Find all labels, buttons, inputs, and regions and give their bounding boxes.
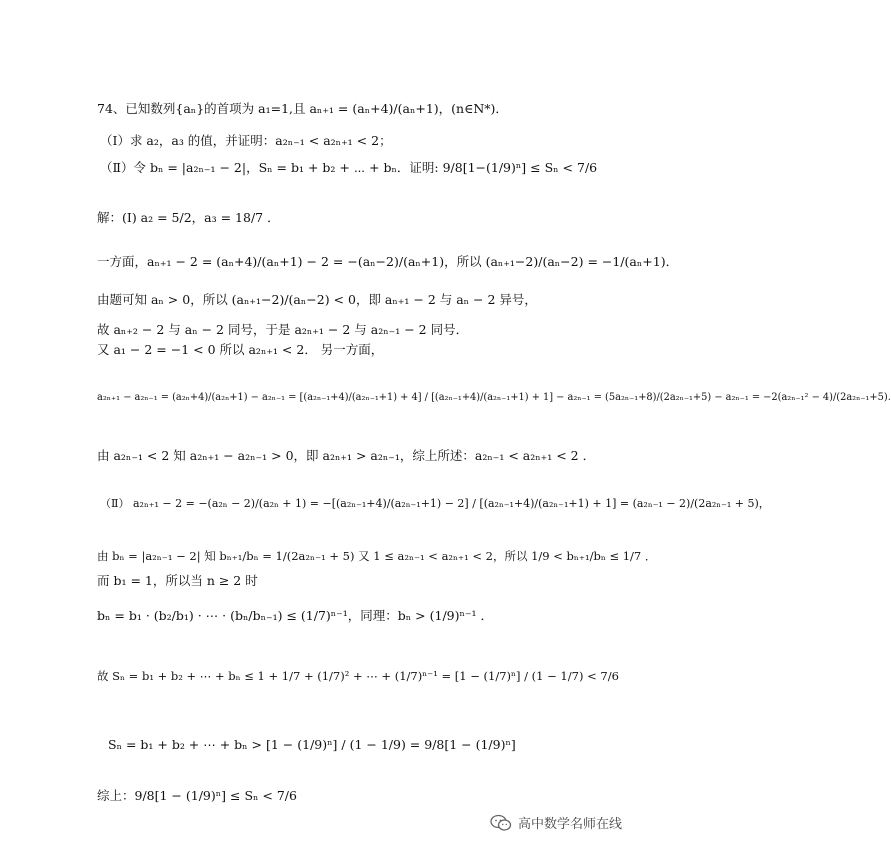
solution-text: 由 bₙ = |a₂ₙ₋₁ − 2| 知 bₙ₊₁/bₙ = 1/(2a₂ₙ₋₁ + 5) 又 1 ≤ a₂ₙ₋₁ < a₂ₙ₊₁ < 2，所以 1/9 < bₙ₊₁/bₙ ≤ 1/7 ． [97,549,657,563]
solution-text: 而 b₁ = 1，所以当 n ≥ 2 时 [97,573,258,588]
solution-line-12 [0,668,640,684]
solution-text: 一方面，aₙ₊₁ − 2 = (aₙ+4)/(aₙ+1) − 2 = −(aₙ−2)/(aₙ+1)，所以 (aₙ₊₁−2)/(aₙ−2) = −1/(aₙ+1)． [97,254,679,269]
watermark-text: 高中数学名师在线 [517,817,622,832]
statement-text: 74、已知数列{aₙ}的首项为 a₁=1,且 aₙ₊₁ = (aₙ+4)/(aₙ+1)，(n∈N*)． [97,101,508,116]
problem-part1 [0,133,640,148]
solution-line-11 [0,608,640,623]
watermark [490,813,622,832]
solution-text: 综上：9/8[1 − (1/9)ⁿ] ≤ Sₙ < 7/6 [97,788,297,803]
solution-line-14 [0,788,640,803]
solution-line-1 [0,210,640,225]
solution-line-6 [0,388,891,405]
solution-text: 又 a₁ − 2 = −1 < 0 所以 a₂ₙ₊₁ < 2． 另一方面， [97,342,384,357]
solution-text: 由 a₂ₙ₋₁ < 2 知 a₂ₙ₊₁ − a₂ₙ₋₁ > 0，即 a₂ₙ₊₁ > a₂ₙ₋₁，综上所述：a₂ₙ₋₁ < a₂ₙ₊₁ < 2 ． [97,448,596,463]
problem-statement [0,101,640,116]
solution-line-5 [0,342,640,357]
solution-text: Sₙ = b₁ + b₂ + ⋯ + bₙ > [1 − (1/9)ⁿ] / (1 − 1/9) = 9/8[1 − (1/9)ⁿ] [108,737,516,752]
solution-line-2 [0,254,679,269]
solution-text: （Ⅱ） a₂ₙ₊₁ − 2 = −(a₂ₙ − 2)/(a₂ₙ + 1) = −[(a₂ₙ₋₁+4)/(a₂ₙ₋₁+1) − 2] / [(a₂ₙ₋₁+4)/(a₂ₙ₋₁+1) + 1] = (a₂ₙ₋₁ − 2)/(2a₂ₙ₋₁ + 5)， [100,497,770,510]
part1-text: （Ⅰ）求 a₂，a₃ 的值，并证明：a₂ₙ₋₁ < a₂ₙ₊₁ < 2； [100,133,392,148]
solution-line-3 [0,292,640,307]
solution-line-7 [0,448,640,463]
solution-text: 由题可知 aₙ > 0，所以 (aₙ₊₁−2)/(aₙ−2) < 0，即 aₙ₊₁ − 2 与 aₙ − 2 异号， [97,292,537,307]
solution-text: a₂ₙ₊₁ − a₂ₙ₋₁ = (a₂ₙ+4)/(a₂ₙ+1) − a₂ₙ₋₁ = [(a₂ₙ₋₁+4)/(a₂ₙ₋₁+1) + 4] / [(a₂ₙ₋₁+4)/(a₂ₙ₋₁+1) + 1] − a₂ₙ₋₁ = (5a₂ₙ₋₁+8)/(2a₂ₙ₋₁+5) − a₂ₙ₋₁ = −2(a₂ₙ₋₁² − 4)/(2a₂ₙ₋₁+5). [97,392,891,403]
wechat-icon [490,814,512,832]
problem-part2 [0,160,640,175]
solution-text: 解：(Ⅰ) a₂ = 5/2，a₃ = 18/7 ． [97,210,280,225]
solution-line-13 [0,737,640,752]
solution-text: bₙ = b₁ · (b₂/b₁) · ⋯ · (bₙ/bₙ₋₁) ≤ (1/7)ⁿ⁻¹，同理：bₙ > (1/9)ⁿ⁻¹ ． [97,608,493,623]
solution-line-4 [0,322,640,337]
solution-line-9 [0,548,657,564]
solution-text: 故 aₙ₊₂ − 2 与 aₙ − 2 同号，于是 a₂ₙ₊₁ − 2 与 a₂ₙ₋₁ − 2 同号． [97,322,469,337]
solution-line-8 [0,495,770,511]
solution-line-10 [0,573,640,588]
part2-text: （Ⅱ）令 bₙ = |a₂ₙ₋₁ − 2|，Sₙ = b₁ + b₂ + ⋯ + bₙ．证明: 9/8[1−(1/9)ⁿ] ≤ Sₙ < 7/6 [100,160,598,175]
solution-text: 故 Sₙ = b₁ + b₂ + ⋯ + bₙ ≤ 1 + 1/7 + (1/7)² + ⋯ + (1/7)ⁿ⁻¹ = [1 − (1/7)ⁿ] / (1 − 1/7) < 7/6 [97,669,619,683]
